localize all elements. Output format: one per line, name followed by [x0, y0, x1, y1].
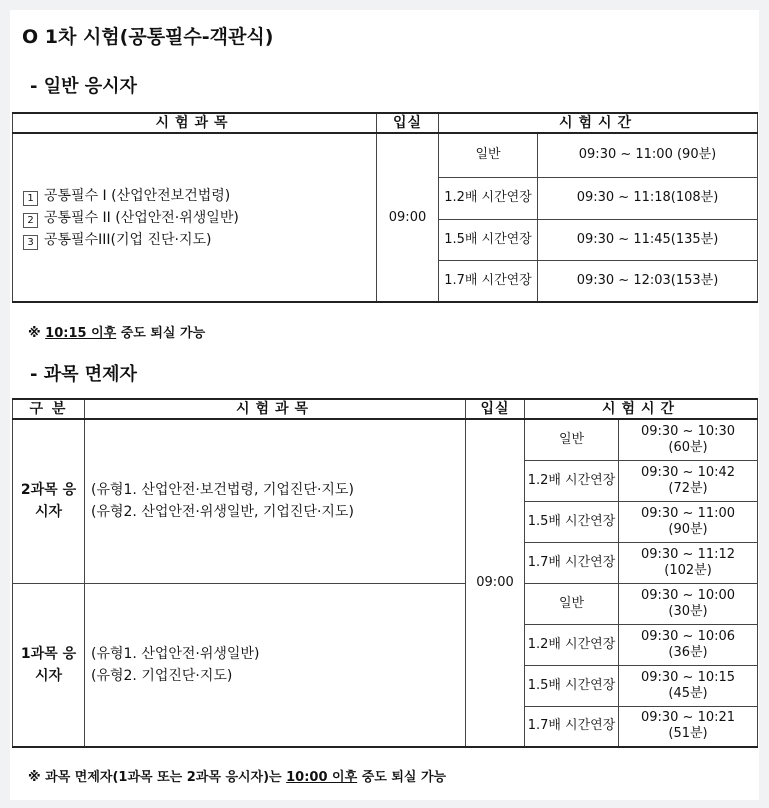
page-title: O 1차 시험(공통필수-객관식) — [22, 26, 274, 48]
exempt-schedule-table — [12, 398, 758, 748]
general-schedule-table — [12, 112, 758, 303]
subject-item: 3 공통필수III(기업 진단·지도) — [23, 229, 374, 251]
header-time: 시험시간 — [439, 113, 758, 133]
number-box-icon: 3 — [23, 235, 38, 250]
header-entry: 입실 — [466, 399, 525, 419]
time-range: 09:30 ~ 11:18(108분) — [538, 177, 758, 219]
time-type: 1.2배 시간연장 — [525, 624, 619, 665]
time-type: 일반 — [439, 133, 538, 177]
entry-time: 09:00 — [377, 133, 439, 302]
time-range: 09:30 ~ 12:03(153분) — [538, 260, 758, 302]
time-type: 1.5배 시간연장 — [525, 501, 619, 542]
group-label: 1과목 응시자 — [13, 583, 85, 747]
header-time: 시험시간 — [525, 399, 758, 419]
number-box-icon: 2 — [23, 213, 38, 228]
time-range: 09:30 ~ 10:00 (30분) — [619, 583, 758, 624]
time-range: 09:30 ~ 10:21 (51분) — [619, 706, 758, 747]
subject-list — [13, 133, 377, 302]
time-range: 09:30 ~ 11:45(135분) — [538, 219, 758, 260]
time-type: 1.2배 시간연장 — [525, 460, 619, 501]
group-subjects: (유형1. 산업안전·보건법령, 기업진단·지도) (유형2. 산업안전·위생일반, 기업진단·지도) — [85, 419, 466, 583]
time-range: 09:30 ~ 11:00 (90분) — [619, 501, 758, 542]
time-range: 09:30 ~ 10:15 (45분) — [619, 665, 758, 706]
entry-time: 09:00 — [466, 419, 525, 747]
time-range: 09:30 ~ 10:42 (72분) — [619, 460, 758, 501]
time-range: 09:30 ~ 11:12 (102분) — [619, 542, 758, 583]
time-type: 일반 — [525, 419, 619, 460]
header-subject: 시험과목 — [13, 113, 377, 133]
header-entry: 입실 — [377, 113, 439, 133]
header-category: 구 분 — [13, 399, 85, 419]
time-type: 일반 — [525, 583, 619, 624]
group-subjects: (유형1. 산업안전·위생일반) (유형2. 기업진단·지도) — [85, 583, 466, 747]
exempt-note: ※ 과목 면제자(1과목 또는 2과목 응시자)는 10:00 이후 중도 퇴실 가능 — [28, 770, 447, 785]
subject-item: 1 공통필수 I (산업안전보건법령) — [23, 185, 374, 207]
header-subject: 시험과목 — [85, 399, 466, 419]
general-heading: - 일반 응시자 — [30, 76, 137, 97]
time-type: 1.7배 시간연장 — [525, 542, 619, 583]
time-type: 1.7배 시간연장 — [439, 260, 538, 302]
general-note: ※ 10:15 이후 중도 퇴실 가능 — [28, 326, 206, 341]
group-label: 2과목 응시자 — [13, 419, 85, 583]
time-type: 1.5배 시간연장 — [525, 665, 619, 706]
exempt-heading: - 과목 면제자 — [30, 364, 137, 385]
time-range: 09:30 ~ 11:00 (90분) — [538, 133, 758, 177]
number-box-icon: 1 — [23, 191, 38, 206]
time-type: 1.2배 시간연장 — [439, 177, 538, 219]
time-type: 1.7배 시간연장 — [525, 706, 619, 747]
time-type: 1.5배 시간연장 — [439, 219, 538, 260]
subject-item: 2 공통필수 II (산업안전·위생일반) — [23, 207, 374, 229]
time-range: 09:30 ~ 10:06 (36분) — [619, 624, 758, 665]
time-range: 09:30 ~ 10:30 (60분) — [619, 419, 758, 460]
